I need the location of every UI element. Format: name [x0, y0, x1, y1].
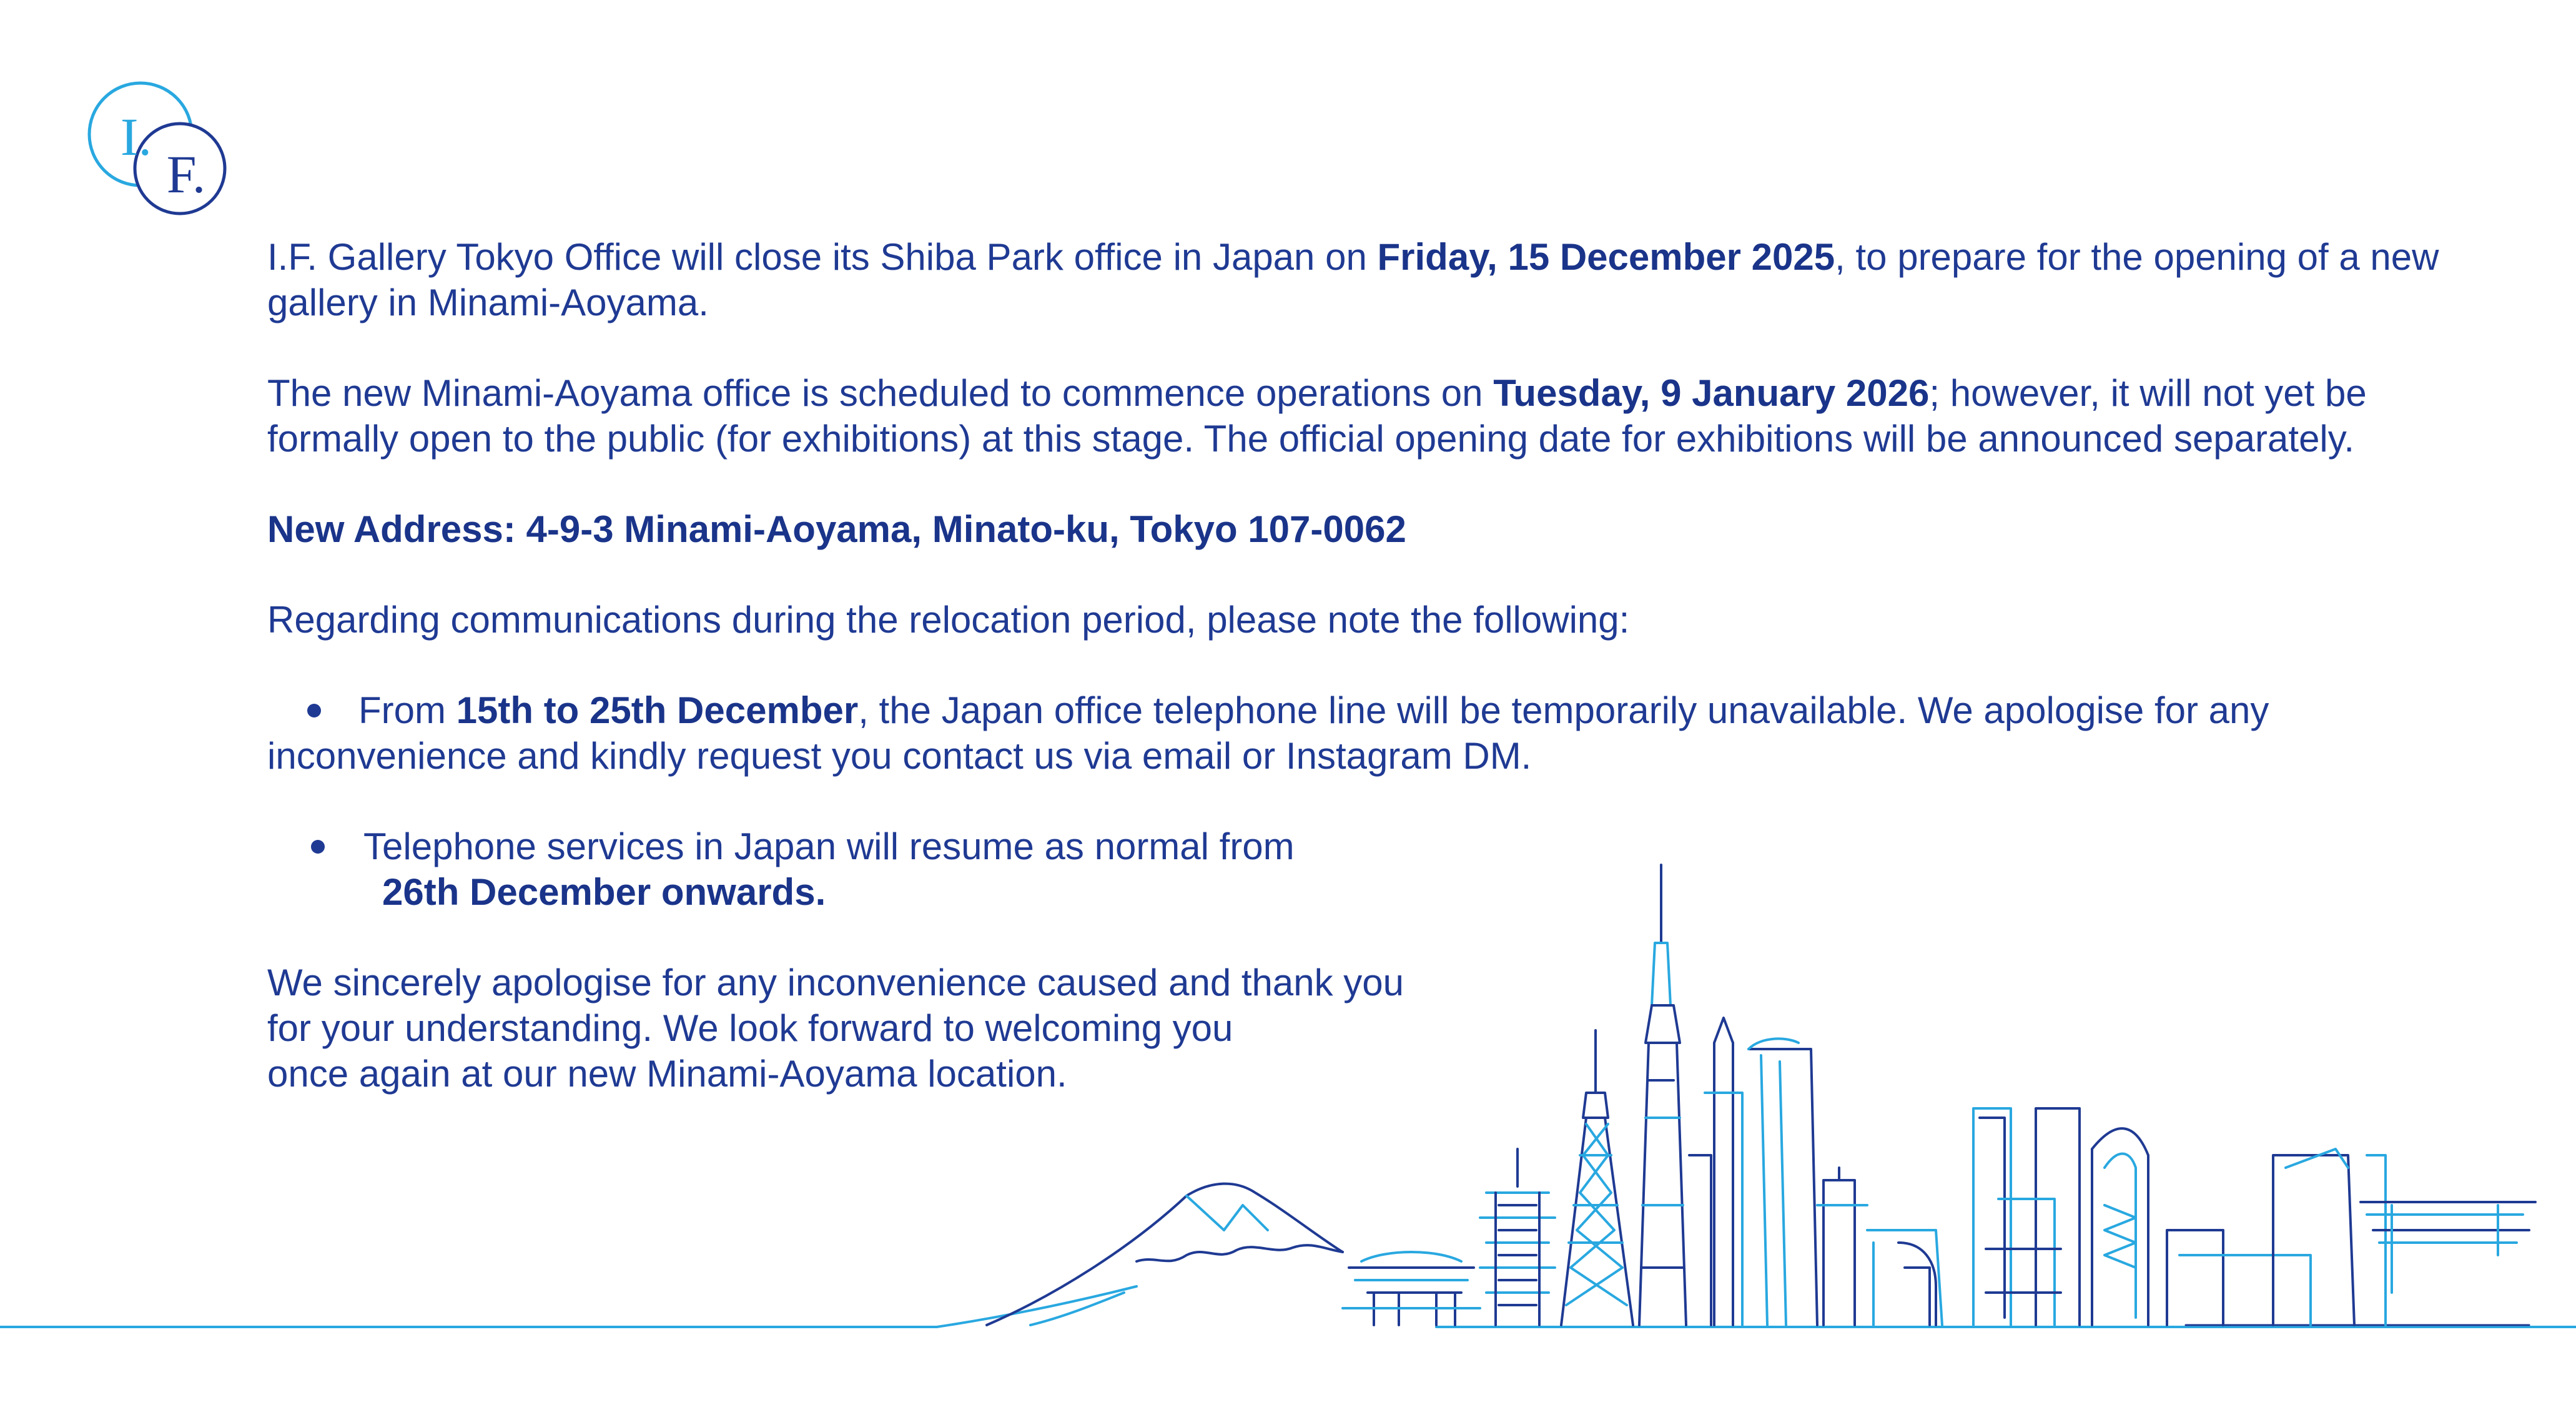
resume-date: 26th December onwards.: [382, 871, 826, 913]
tokyo-tower-drawing: [1561, 1030, 1633, 1325]
closing-date: Friday, 15 December 2025: [1377, 236, 1835, 278]
new-address-text: New Address: 4-9-3 Minami-Aoyama, Minato-ku, Tokyo 107-0062: [267, 508, 1406, 550]
p1-text-end: , to prepare for the opening of a new gallery in Minami-Aoyama.: [267, 236, 2439, 323]
unavailable-period: 15th to 25th December: [456, 689, 859, 731]
bullet1-text-start: From: [358, 689, 456, 731]
right-buildings-drawing: [1973, 1108, 2386, 1325]
bullet2-text: Telephone services in Japan will resume as normal from: [363, 826, 1295, 867]
pagoda-drawing: [1480, 1149, 1555, 1325]
skytree-drawing: [1639, 865, 1686, 1325]
closing-line-3: once again at our new Minami-Aoyama location.: [267, 1053, 1067, 1095]
bullet-icon: [311, 840, 325, 854]
if-gallery-logo: [81, 75, 231, 225]
mount-fuji-drawing: [987, 1184, 1343, 1325]
p2-text-start: The new Minami-Aoyama office is scheduled to commence operations on: [267, 372, 1494, 414]
p1-text-start: I.F. Gallery Tokyo Office will close its Shiba Park office in Japan on: [267, 236, 1378, 278]
svg-text:F.: F.: [166, 144, 206, 204]
temple-drawing: [1343, 1252, 1480, 1325]
new-office-paragraph: [267, 370, 2478, 461]
closing-line-2: for your understanding. We look forward to welcoming you: [267, 1007, 1233, 1049]
new-address: [267, 506, 2478, 552]
skyscraper-cluster-drawing: [1689, 1018, 1817, 1325]
opening-date: Tuesday, 9 January 2026: [1493, 372, 1930, 414]
tokyo-skyline-line-art: [0, 855, 2576, 1343]
bullet-item-phone-unavailable: [267, 688, 2478, 779]
mid-buildings-drawing: [1817, 1168, 1942, 1325]
p2-text-end: ; however, it will not yet be formally open to the public (for exhibitions) at this stage. The official opening date for exhibitions will be announced separately.: [267, 372, 2367, 460]
bullet-icon: [307, 704, 321, 717]
regarding-paragraph: Regarding communications during the relocation period, please note the following:: [267, 599, 1630, 641]
closing-notice-paragraph: [267, 234, 2478, 325]
bullet1-text-end: , the Japan office telephone line will be temporarily unavailable. We apologise for any inconvenience and kindly request you contact us via email or Instagram DM.: [267, 689, 2269, 777]
closing-line-1: We sincerely apologise for any inconvenience caused and thank you: [267, 962, 1404, 1003]
svg-text:I.: I.: [120, 107, 152, 167]
